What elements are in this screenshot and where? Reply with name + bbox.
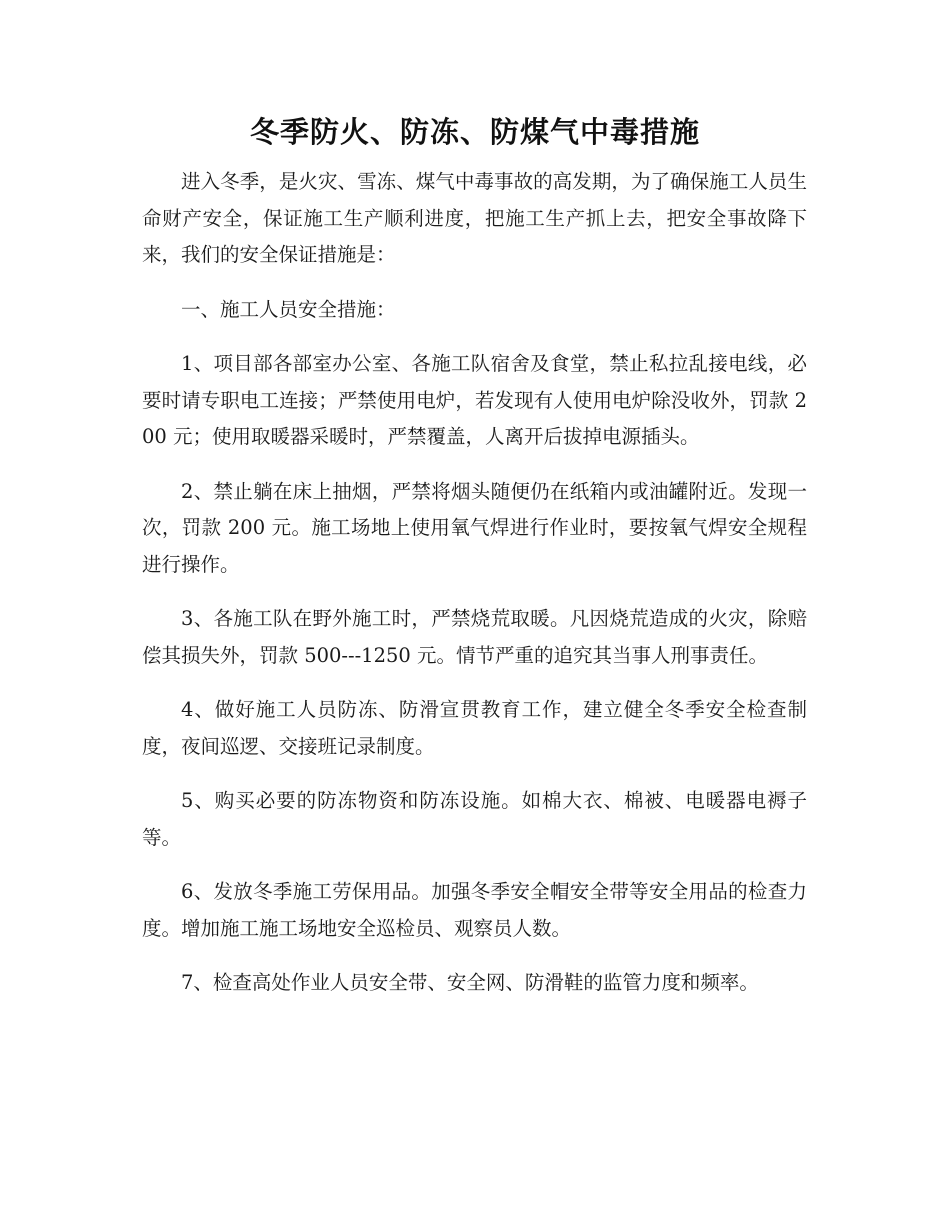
measure-item-2: 2、禁止躺在床上抽烟，严禁将烟头随便仍在纸箱内或油罐附近。发现一次，罚款 200 元。施工场地上使用氧气焊进行作业时，要按氧气焊安全规程进行操作。 [142, 479, 807, 576]
measure-item-5: 5、购买必要的防冻物资和防冻设施。如棉大衣、棉被、电暖器电褥子等。 [142, 789, 807, 849]
document-title: 冬季防火、防冻、防煤气中毒措施 [249, 115, 700, 149]
document-body [142, 164, 807, 1002]
intro-paragraph: 进入冬季，是火灾、雪冻、煤气中毒事故的高发期，为了确保施工人员生命财产安全，保证施工生产顺利进度，把施工生产抓上去，把安全事故降下来，我们的安全保证措施是： [142, 170, 807, 266]
measure-item-3: 3、各施工队在野外施工时，严禁烧荒取暖。凡因烧荒造成的火灾，除赔偿其损失外，罚款 500---1250 元。情节严重的追究其当事人刑事责任。 [142, 607, 807, 667]
measure-item-7: 7、检查高处作业人员安全带、安全网、防滑鞋的监管力度和频率。 [181, 971, 759, 994]
measure-item-1: 1、项目部各部室办公室、各施工队宿舍及食堂，禁止私拉乱接电线，必要时请专职电工连接；严禁使用电炉，若发现有人使用电炉除没收外，罚款 200 元；使用取暖器采暖时，严禁覆盖，人离开后拔掉电源插头。 [142, 352, 807, 448]
measure-item-4: 4、做好施工人员防冻、防滑宣贯教育工作，建立健全冬季安全检查制度，夜间巡逻、交接班记录制度。 [142, 698, 807, 758]
section-heading: 一、施工人员安全措施： [181, 297, 396, 321]
measure-item-6: 6、发放冬季施工劳保用品。加强冬季安全帽安全带等安全用品的检查力度。增加施工施工场地安全巡检员、观察员人数。 [142, 880, 807, 940]
